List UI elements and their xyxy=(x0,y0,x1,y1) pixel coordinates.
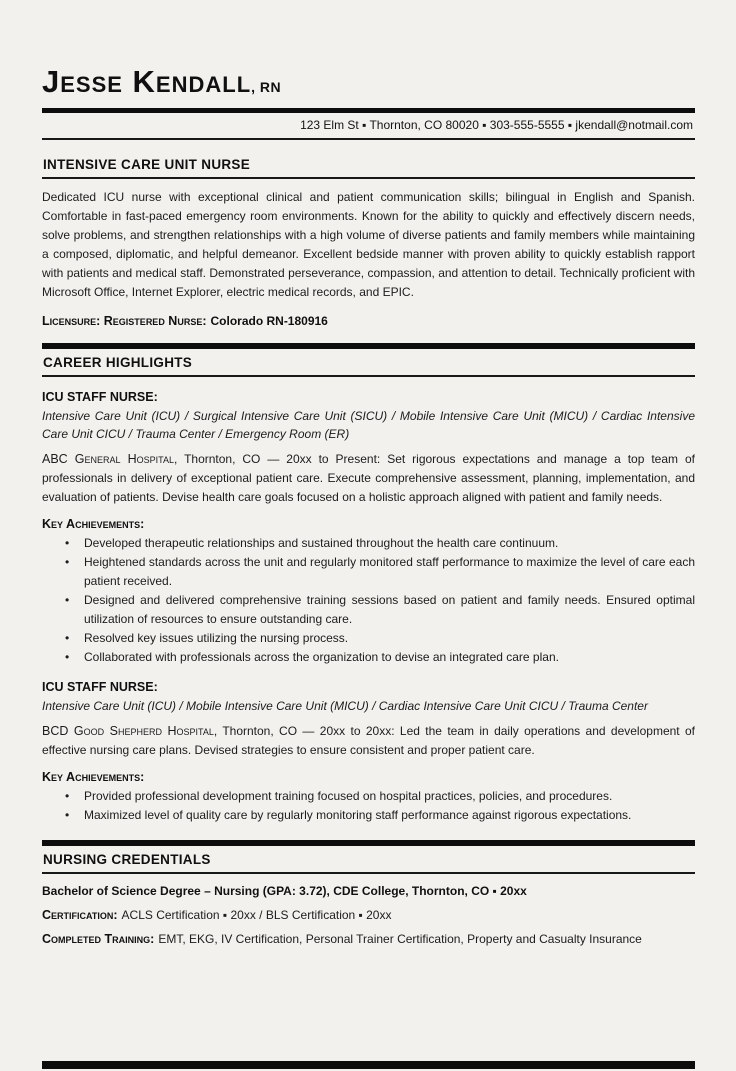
achievement-item: • Provided professional development training focused on hospital practices, policies, and procedures. xyxy=(65,787,695,806)
career-highlights-section xyxy=(42,343,695,825)
candidate-credential: , RN xyxy=(251,79,282,95)
credentials-section-title: NURSING CREDENTIALS xyxy=(42,846,695,874)
career-section-header xyxy=(42,343,695,377)
credentials-block xyxy=(42,884,695,947)
job-description xyxy=(42,722,695,760)
job-units: Intensive Care Unit (ICU) / Mobile Intensive Care Unit (MICU) / Cardiac Intensive Care Unit CICU / Trauma Center xyxy=(42,699,648,713)
job-description-text: , Thornton, CO — 20xx to Present: Set rigorous expectations and manage a top team of professionals in delivery of exceptional patient care. Execute comprehensive assessment, planning, implementation, and evaluation of patients. Devise health care goals focused on a holistic approach aligned with patient and family needs. xyxy=(42,452,695,504)
certification-label: Certification: xyxy=(42,908,118,922)
training-value: EMT, EKG, IV Certification, Personal Trainer Certification, Property and Casualty Insurance xyxy=(158,932,642,946)
contact-divider xyxy=(42,138,695,140)
job-description-text: , Thornton, CO — 20xx to 20xx: Led the team in daily operations and development of effective nursing care plans. Devised strategies to ensure consistent and proper patient care. xyxy=(42,724,695,757)
licensure-label: Licensure: Registered Nurse: xyxy=(42,314,207,328)
achievement-item: • Heightened standards across the unit and regularly monitored staff performance to maximize the level of care each patient received. xyxy=(65,553,695,591)
training-label: Completed Training: xyxy=(42,932,155,946)
job-role: ICU STAFF NURSE: xyxy=(42,680,158,694)
job-entry-2 xyxy=(42,680,695,825)
achievements-list xyxy=(42,787,695,825)
resume-header xyxy=(42,64,695,140)
key-achievements-label: Key Achievements: xyxy=(42,770,145,784)
summary-section xyxy=(42,157,695,328)
achievement-item: • Maximized level of quality care by regularly monitoring staff performance against rigorous expectations. xyxy=(65,806,695,825)
achievement-item: • Designed and delivered comprehensive training sessions based on patient and family needs. Ensured optimal utilization of resources to ensure outstanding care. xyxy=(65,591,695,629)
licensure-value: Colorado RN-180916 xyxy=(210,314,328,328)
summary-title: INTENSIVE CARE UNIT NURSE xyxy=(42,157,695,179)
training-line xyxy=(42,932,695,947)
employer-name: ABC General Hospital xyxy=(42,452,174,466)
key-achievements-label: Key Achievements: xyxy=(42,517,145,531)
achievement-item: • Developed therapeutic relationships and sustained throughout the health care continuum. xyxy=(65,534,695,553)
employer-name: BCD Good Shepherd Hospital xyxy=(42,724,214,738)
certification-line xyxy=(42,908,695,923)
contact-line: 123 Elm St ▪ Thornton, CO 80020 ▪ 303-555-5555 ▪ jkendall@notmail.com xyxy=(300,118,693,132)
job-entry-1 xyxy=(42,390,695,667)
summary-paragraph: Dedicated ICU nurse with exceptional clinical and patient communication skills; bilingual in English and Spanish. Comfortable in fast-paced emergency room environments. Known for the ability to quickly and effectively discern needs, solve problems, and strengthen relationships with a high volume of diverse patients and family members while maintaining a composed, diplomatic, and helpful demeanor. Excellent bedside manner with proven ability to quickly establish rapport with patients and medical staff. Demonstrated perseverance, compassion, and attention to detail. Technically proficient with Microsoft Office, Internet Explorer, electric medical records, and EPIC. xyxy=(42,190,695,299)
career-section-title: CAREER HIGHLIGHTS xyxy=(42,349,695,377)
job-role: ICU STAFF NURSE: xyxy=(42,390,158,404)
licensure-line xyxy=(42,314,695,328)
achievements-list xyxy=(42,534,695,667)
candidate-name xyxy=(42,64,695,105)
achievement-item: • Collaborated with professionals across the organization to devise an integrated care plan. xyxy=(65,648,695,667)
nursing-credentials-section xyxy=(42,840,695,947)
job-description xyxy=(42,450,695,507)
achievement-item: • Resolved key issues utilizing the nursing process. xyxy=(65,629,695,648)
degree-line: Bachelor of Science Degree – Nursing (GPA: 3.72), CDE College, Thornton, CO ▪ 20xx xyxy=(42,884,527,898)
certification-value: ACLS Certification ▪ 20xx / BLS Certification ▪ 20xx xyxy=(121,908,392,922)
bottom-section-bar xyxy=(42,1061,695,1069)
candidate-name-text: Jesse Kendall xyxy=(42,64,252,99)
job-units: Intensive Care Unit (ICU) / Surgical Intensive Care Unit (SICU) / Mobile Intensive Care Unit (MICU) / Cardiac Intensive Care Unit CICU / Trauma Center / Emergency Room (ER) xyxy=(42,409,695,441)
credentials-section-header xyxy=(42,840,695,874)
